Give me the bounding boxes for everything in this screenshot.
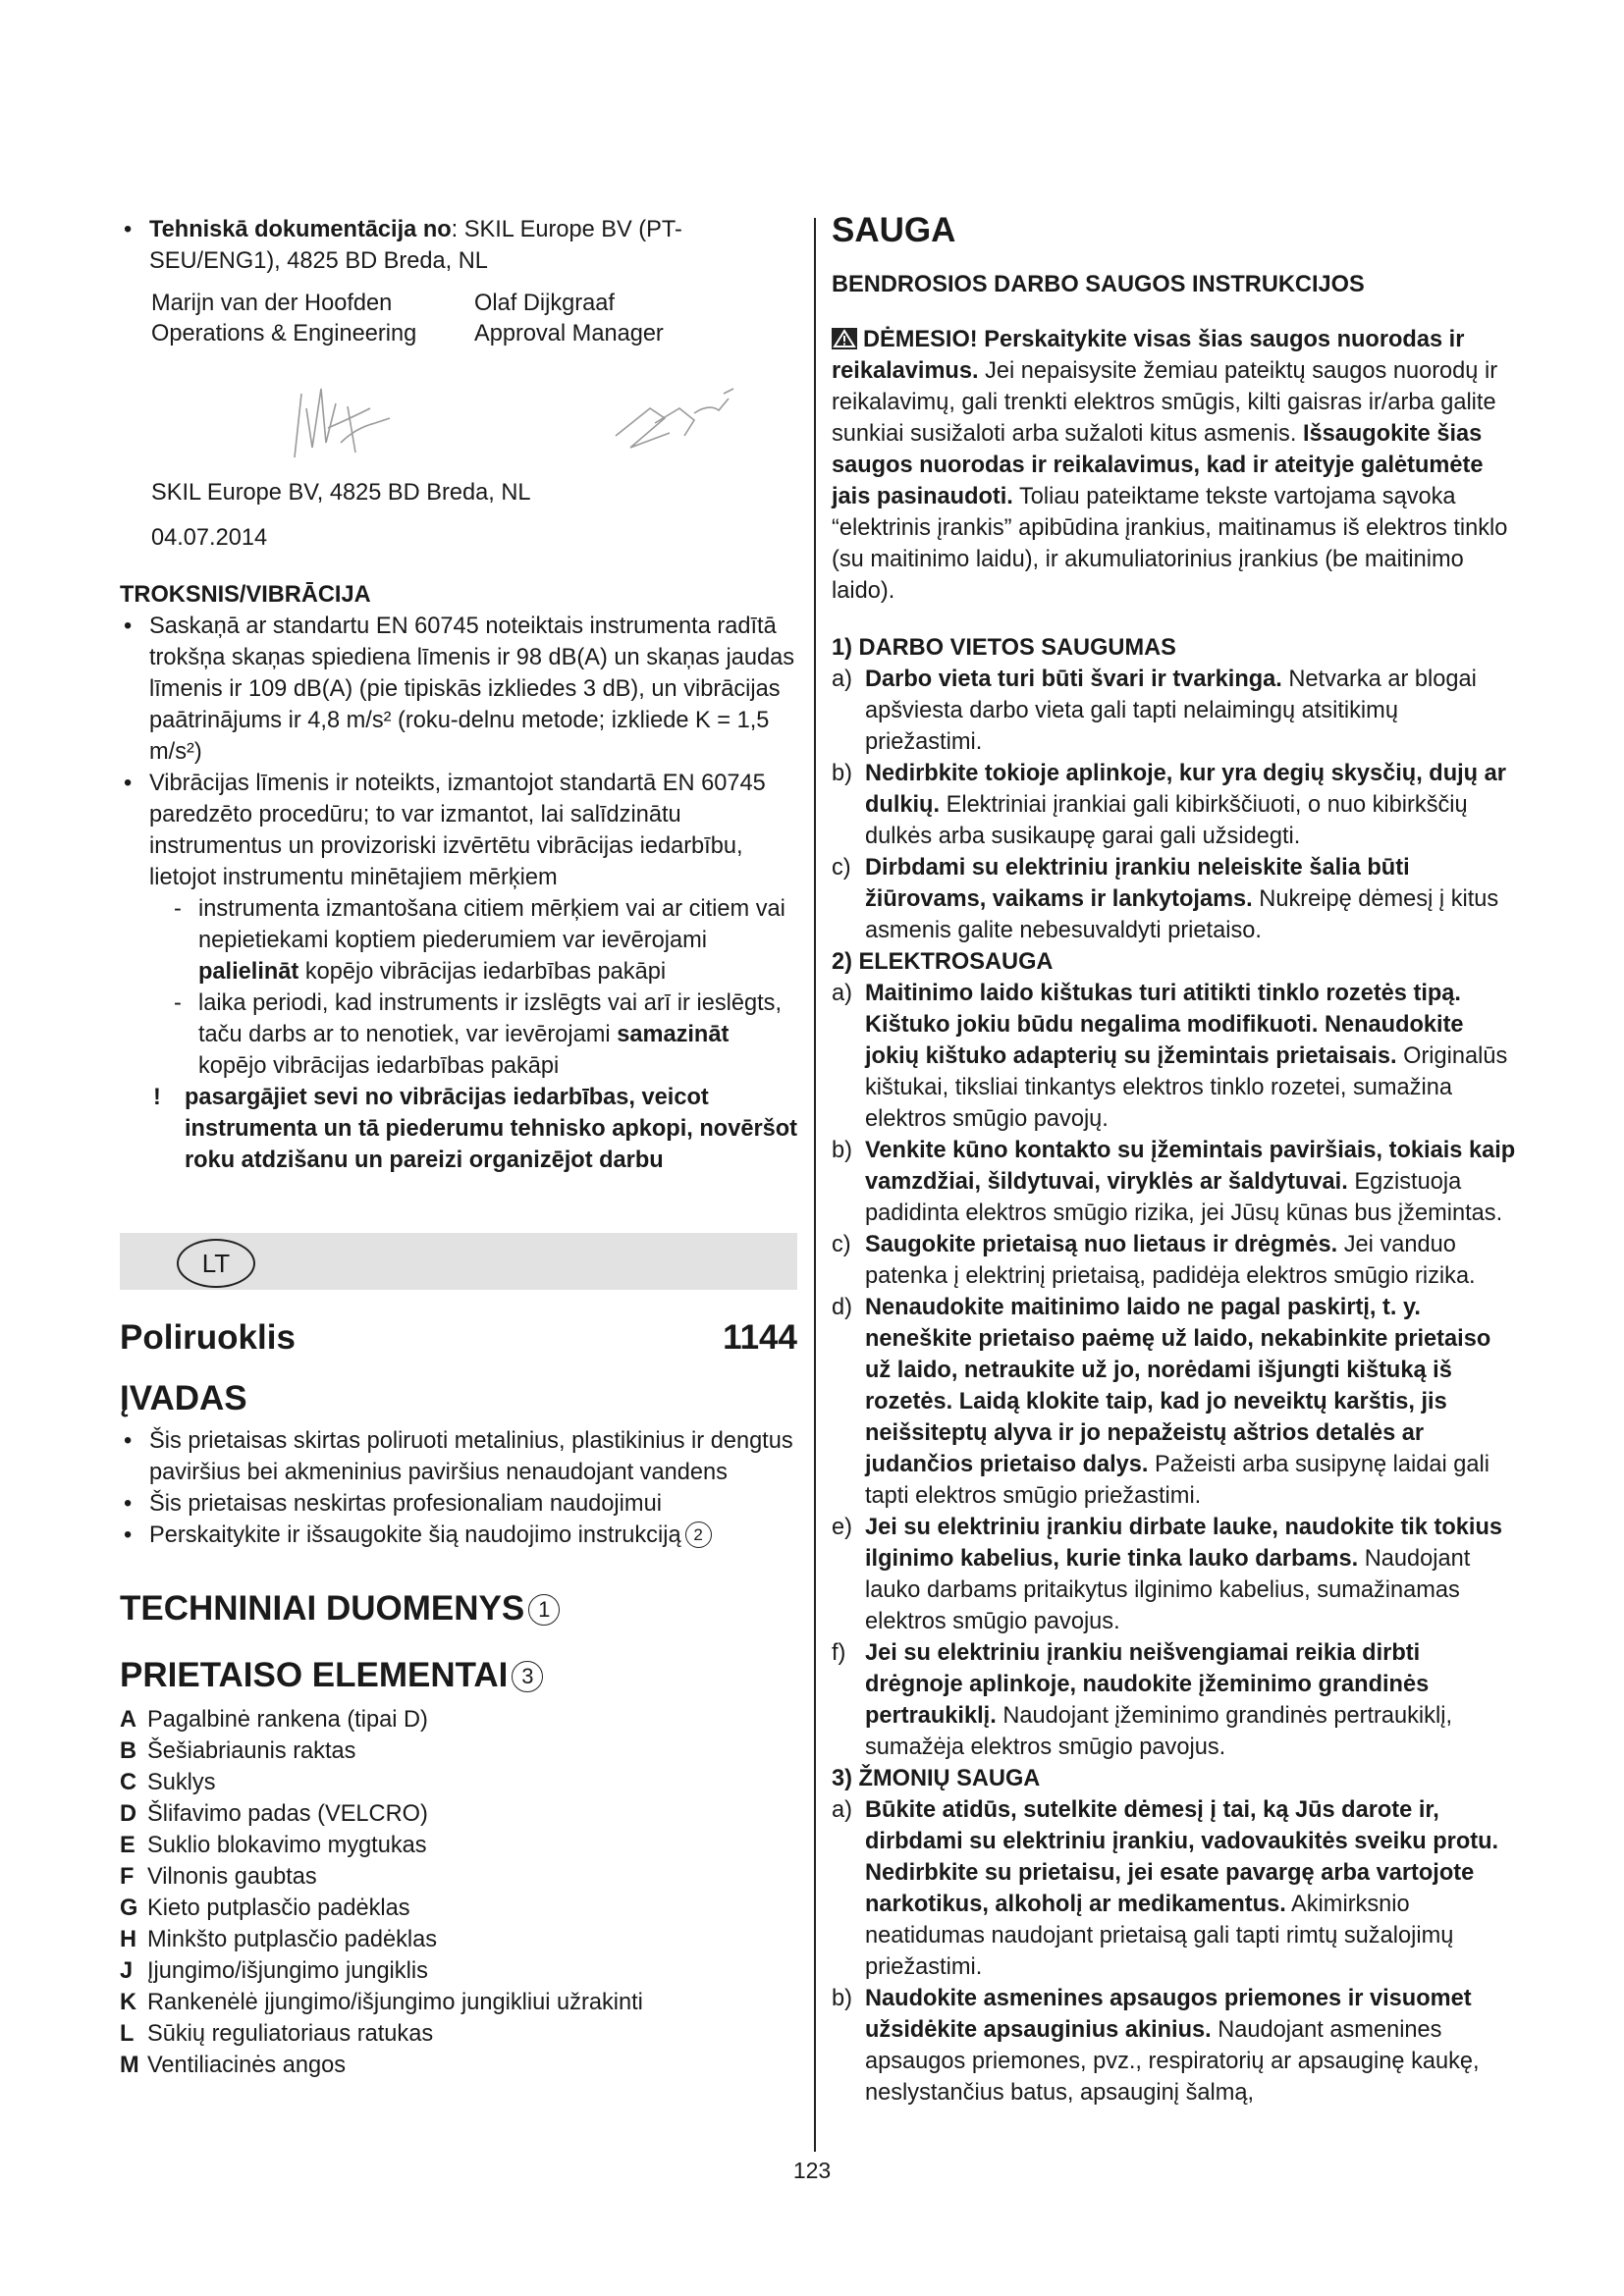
item-bold: Maitinimo laido kištukas turi atitikti tinklo rozetės tipą. Kištuko jokiu būdu negalima modifikuoti. Nenaudokite jokių kištuko adapterių su įžemintais prietaisais. <box>865 981 1464 1069</box>
intro-list <box>120 1425 797 1551</box>
figure-ref-1: 1 <box>528 1594 560 1626</box>
noise-dash-2 <box>120 988 797 1082</box>
signer-2-role: Approval Manager <box>474 321 664 347</box>
item-label: e) <box>832 1515 852 1540</box>
dash-1-post: kopējo vibrācijas iedarbības pakāpi <box>298 959 667 985</box>
element-value: Sūkių reguliatoriaus ratukas <box>147 2021 434 2047</box>
tech-doc-label: Tehniskā dokumentācija no <box>149 217 452 242</box>
element-key: E <box>120 1833 135 1858</box>
item-label: a) <box>832 1797 852 1823</box>
s2-item-a <box>832 978 1519 1135</box>
element-item <box>120 1893 797 1924</box>
item-text: Jei vanduo patenka į elektrinį prietaisą, padidėja elektros smūgio rizika. <box>865 1232 1476 1289</box>
exclaim-marker: ! <box>153 1085 161 1110</box>
elements-list <box>120 1704 797 2081</box>
product-model: 1144 <box>723 1318 797 1357</box>
noise-bullet-2: • Vibrācijas līmenis ir noteikts, izmantojot standartā EN 60745 paredzēto procedūru; to var izmantot, lai salīdzinātu instrumentus un provizoriski izvērtētu vibrācijas iedarbību, lietojot instrumentu minētajiem mērķiem <box>120 768 797 893</box>
element-item <box>120 1767 797 1798</box>
item-text: Naudojant lauko darbams pritaikytus ilginimo kabelius, sumažinamas elektros smūgio pavojus. <box>865 1546 1471 1634</box>
signature-images <box>120 349 797 477</box>
safety-title: SAUGA <box>832 211 956 249</box>
element-value: Suklio blokavimo mygtukas <box>147 1833 427 1858</box>
element-item <box>120 1704 797 1735</box>
signature-1 <box>295 389 390 457</box>
s2-item-f <box>832 1637 1519 1763</box>
item-label: b) <box>832 1986 852 2011</box>
tech-data-heading <box>120 1588 797 1629</box>
noise-heading: TROKSNIS/VIBRĀCIJA <box>120 582 371 608</box>
warning-text-2: Toliau pateiktame tekste vartojama sąvoka “elektrinis įrankis” apibūdina įrankius, maitinamus iš elektros tinklo (su maitinimo laidu), ir akumuliatorinius įrankius (be maitinimo laido). <box>832 484 1508 604</box>
element-key: K <box>120 1990 137 2015</box>
dash-1-marker: - <box>174 896 182 922</box>
tech-doc-line <box>120 214 797 277</box>
item-label: b) <box>832 1138 852 1163</box>
element-item <box>120 1861 797 1893</box>
tech-doc-text: : SKIL Europe BV (PT-SEU/ENG1), 4825 BD Breda, NL <box>149 217 682 274</box>
noise-dash-1 <box>120 893 797 988</box>
page-number: 123 <box>792 2158 832 2183</box>
warning-bold-2: Išsaugokite šias saugos nuorodas ir reikalavimus, kad ir ateityje galėtumėte jais pasinaudoti. <box>832 421 1484 509</box>
declaration-date: 04.07.2014 <box>151 525 268 551</box>
warning-paragraph <box>832 324 1519 607</box>
signer-2-name: Olaf Dijkgraaf <box>474 291 615 316</box>
dash-2-bold: samazināt <box>617 1022 730 1047</box>
element-key: L <box>120 2021 135 2047</box>
language-bar <box>120 1233 797 1290</box>
intro-item-1: • Šis prietaisas skirtas poliruoti metalinius, plastikinius ir dengtus paviršius bei akmeninius paviršius nenaudojant vandens <box>120 1425 797 1488</box>
warning-text-1: Jei nepaisysite žemiau pateiktų saugos nuorodų ir reikalavimų, gali trenkti elektros smūgis, kilti gaisras ir/arba galite sunkiai susižaloti arba sužaloti kitus asmenis. <box>832 358 1498 447</box>
item-bold: Nenaudokite maitinimo laido ne pagal paskirtį, t. y. neneškite prietaiso paėmę už laido, nekabinkite prietaiso už laido, netraukite už jo, norėdami išjungti kištuką iš rozetės. Laidą klokite taip, kad jo neveiktų karštis, jis neišsiteptų alyva ir jo nepažeistų aštrios detalės ar judančios prietaiso dalys. <box>865 1295 1491 1477</box>
item-bold: Nedirbkite tokioje aplinkoje, kur yra degių skysčių, dujų ar dulkių. <box>865 761 1506 818</box>
element-item <box>120 2018 797 2050</box>
element-value: Kieto putplasčio padėklas <box>147 1896 410 1921</box>
item-bold: Jei su elektriniu įrankiu dirbate lauke, naudokite tik tokius ilginimo kabelius, kurie tinka lauko darbams. <box>865 1515 1503 1572</box>
s2-item-c <box>832 1229 1519 1292</box>
element-key: D <box>120 1801 137 1827</box>
company-address: SKIL Europe BV, 4825 BD Breda, NL <box>151 480 531 506</box>
element-value: Minkšto putplasčio padėklas <box>147 1927 438 1952</box>
section-3-heading: 3) ŽMONIŲ SAUGA <box>832 1766 1041 1791</box>
signer-1-name: Marijn van der Hoofden <box>151 291 393 316</box>
s1-item-b <box>832 758 1519 852</box>
warning-bold-1: DĖMESIO! Perskaitykite visas šias saugos nuorodas ir reikalavimus. <box>832 327 1465 384</box>
element-key: H <box>120 1927 137 1952</box>
dash-1-bold: palielināt <box>198 959 299 985</box>
item-bold: Naudokite asmenines apsaugos priemones ir visuomet užsidėkite apsauginius akinius. <box>865 1986 1472 2043</box>
intro-heading: ĮVADAS <box>120 1379 247 1417</box>
tech-data-heading-text: TECHNINIAI DUOMENYS <box>120 1589 525 1628</box>
intro-item-3-text: Perskaitykite ir išsaugokite šią naudojimo instrukciją <box>149 1522 681 1548</box>
signer-1 <box>151 289 474 349</box>
element-value: Suklys <box>147 1770 216 1795</box>
dash-2-marker: - <box>174 990 182 1016</box>
noise-exclaim <box>120 1082 797 1176</box>
dash-2-pre: laika periodi, kad instruments ir izslēgts vai arī ir ieslēgts, taču darbs ar to nenotiek, var ievērojami <box>198 990 783 1047</box>
element-key: G <box>120 1896 138 1921</box>
intro-item-2: • Šis prietaisas neskirtas profesionaliam naudojimui <box>120 1488 797 1520</box>
element-key: B <box>120 1738 137 1764</box>
item-text: Pažeisti arba susipynę laidai gali tapti elektros smūgio priežastimi. <box>865 1452 1490 1509</box>
item-label: d) <box>832 1295 852 1320</box>
element-item <box>120 1955 797 1987</box>
general-safety-heading: BENDROSIOS DARBO SAUGOS INSTRUKCIJOS <box>832 272 1365 297</box>
s1-item-c <box>832 852 1519 946</box>
signer-2 <box>474 289 797 349</box>
signers-block <box>120 289 797 349</box>
element-key: J <box>120 1958 134 1984</box>
element-value: Ventiliacinės angos <box>147 2053 346 2078</box>
item-bold: Darbo vieta turi būti švari ir tvarkinga. <box>865 667 1282 692</box>
item-text: Netvarka ar blogai apšviesta darbo vieta gali tapti nelaimingų atsitikimų priežastimi. <box>865 667 1477 755</box>
item-text: Naudojant įžeminimo grandinės pertraukiklį, sumažėja elektros smūgio pavojus. <box>865 1703 1453 1760</box>
signatures <box>120 349 797 477</box>
item-bold: Dirbdami su elektriniu įrankiu neleiskite šalia būti žiūrovams, vaikams ir lankytojams. <box>865 855 1410 912</box>
s3-item-b <box>832 1983 1519 2109</box>
item-text: Naudojant asmenines apsaugos priemones, pvz., respiratorių ar apsauginę kaukę, neslystančius batus, apsauginį šalmą, <box>865 2017 1480 2106</box>
s1-item-a <box>832 664 1519 758</box>
element-value: Šešiabriaunis raktas <box>147 1738 356 1764</box>
figure-ref-3: 3 <box>512 1661 543 1692</box>
language-badge: LT <box>177 1239 255 1288</box>
noise-bullet-1: • Saskaņā ar standartu EN 60745 noteiktais instrumenta radītā trokšņa skaņas spiediena līmenis ir 98 dB(A) un skaņas jaudas līmenis ir 109 dB(A) (pie tipiskās izkliedes 3 dB), un vibrācijas paātrinājums ir 4,8 m/s² (roku-delnu metode; izkliede K = 1,5 m/s²) <box>120 611 797 768</box>
element-value: Įjungimo/išjungimo jungiklis <box>147 1958 428 1984</box>
element-value: Rankenėlė įjungimo/išjungimo jungikliui užrakinti <box>147 1990 643 2015</box>
element-value: Šlifavimo padas (VELCRO) <box>147 1801 428 1827</box>
exclaim-text: pasargājiet sevi no vibrācijas iedarbības, veicot instrumenta un tā piederumu tehnisko apkopi, novēršot roku atdzišanu un pareizi organizējot darbu <box>185 1085 798 1173</box>
item-label: a) <box>832 667 852 692</box>
element-item <box>120 1735 797 1767</box>
section-2-heading: 2) ELEKTROSAUGA <box>832 949 1054 975</box>
column-divider <box>814 218 816 2152</box>
item-text: Elektriniai įrankiai gali kibirkščiuoti, o nuo kibirkščių dulkės arba susikaupę garai gali užsidegti. <box>865 792 1468 849</box>
item-bold: Būkite atidūs, sutelkite dėmesį į tai, ką Jūs darote ir, dirbdami su elektriniu įrankiu, vadovaukitės sveiku protu. Nedirbkite su prietaisu, jei esate pavargę arba vartojote narkotikus, alkoholį ar medikamentus. <box>865 1797 1499 1917</box>
item-bold: Venkite kūno kontakto su įžemintais paviršiais, tokiais kaip vamzdžiai, šildytuvai, viryklės ar šaldytuvai. <box>865 1138 1516 1195</box>
item-text: Akimirksnio neatidumas naudojant prietaisą gali tapti rimtų sužalojimų priežastimi. <box>865 1892 1454 1980</box>
figure-ref-2: 2 <box>685 1522 712 1548</box>
element-key: F <box>120 1864 135 1890</box>
product-name: Poliruoklis <box>120 1318 296 1357</box>
item-text: Nukreipę dėmesį į kitus asmenis galite nebesuvaldyti prietaiso. <box>865 886 1499 943</box>
item-bold: Saugokite prietaisą nuo lietaus ir drėgmės. <box>865 1232 1338 1257</box>
elements-heading <box>120 1655 797 1696</box>
signature-2 <box>616 389 733 448</box>
element-value: Pagalbinė rankena (tipai D) <box>147 1707 428 1733</box>
item-label: f) <box>832 1640 846 1666</box>
elements-heading-text: PRIETAISO ELEMENTAI <box>120 1656 509 1694</box>
item-label: a) <box>832 981 852 1006</box>
item-label: c) <box>832 855 851 881</box>
element-item <box>120 1924 797 1955</box>
element-item <box>120 1987 797 2018</box>
s2-item-e <box>832 1512 1519 1637</box>
left-column <box>120 214 797 2081</box>
dash-2-post: kopējo vibrācijas iedarbības pakāpi <box>198 1053 560 1079</box>
element-value: Vilnonis gaubtas <box>147 1864 317 1890</box>
s3-item-a <box>832 1794 1519 1983</box>
element-item <box>120 2050 797 2081</box>
warning-icon <box>832 328 857 349</box>
item-text: Originalūs kištukai, tiksliai tinkantys elektros tinklo rozetei, sumažina elektros smūgio pavojų. <box>865 1043 1508 1132</box>
item-label: c) <box>832 1232 851 1257</box>
item-label: b) <box>832 761 852 786</box>
s2-item-b <box>832 1135 1519 1229</box>
item-text: Egzistuoja padidinta elektros smūgio rizika, jei Jūsų kūnas bus įžemintas. <box>865 1169 1503 1226</box>
right-column <box>832 211 1519 2109</box>
element-item <box>120 1798 797 1830</box>
s2-item-d <box>832 1292 1519 1512</box>
element-key: A <box>120 1707 137 1733</box>
section-1-heading: 1) DARBO VIETOS SAUGUMAS <box>832 635 1176 661</box>
item-bold: Jei su elektriniu įrankiu neišvengiamai reikia dirbti drėgnoje aplinkoje, naudokite įžeminimo grandinės pertraukiklį. <box>865 1640 1430 1729</box>
dash-1-pre: instrumenta izmantošana citiem mērķiem vai ar citiem vai nepietiekami koptiem piederumiem var ievērojami <box>198 896 785 953</box>
element-key: C <box>120 1770 137 1795</box>
element-key: M <box>120 2053 139 2078</box>
intro-item-3 <box>120 1520 797 1551</box>
product-title <box>120 1317 797 1359</box>
element-item <box>120 1830 797 1861</box>
signer-1-role: Operations & Engineering <box>151 321 417 347</box>
